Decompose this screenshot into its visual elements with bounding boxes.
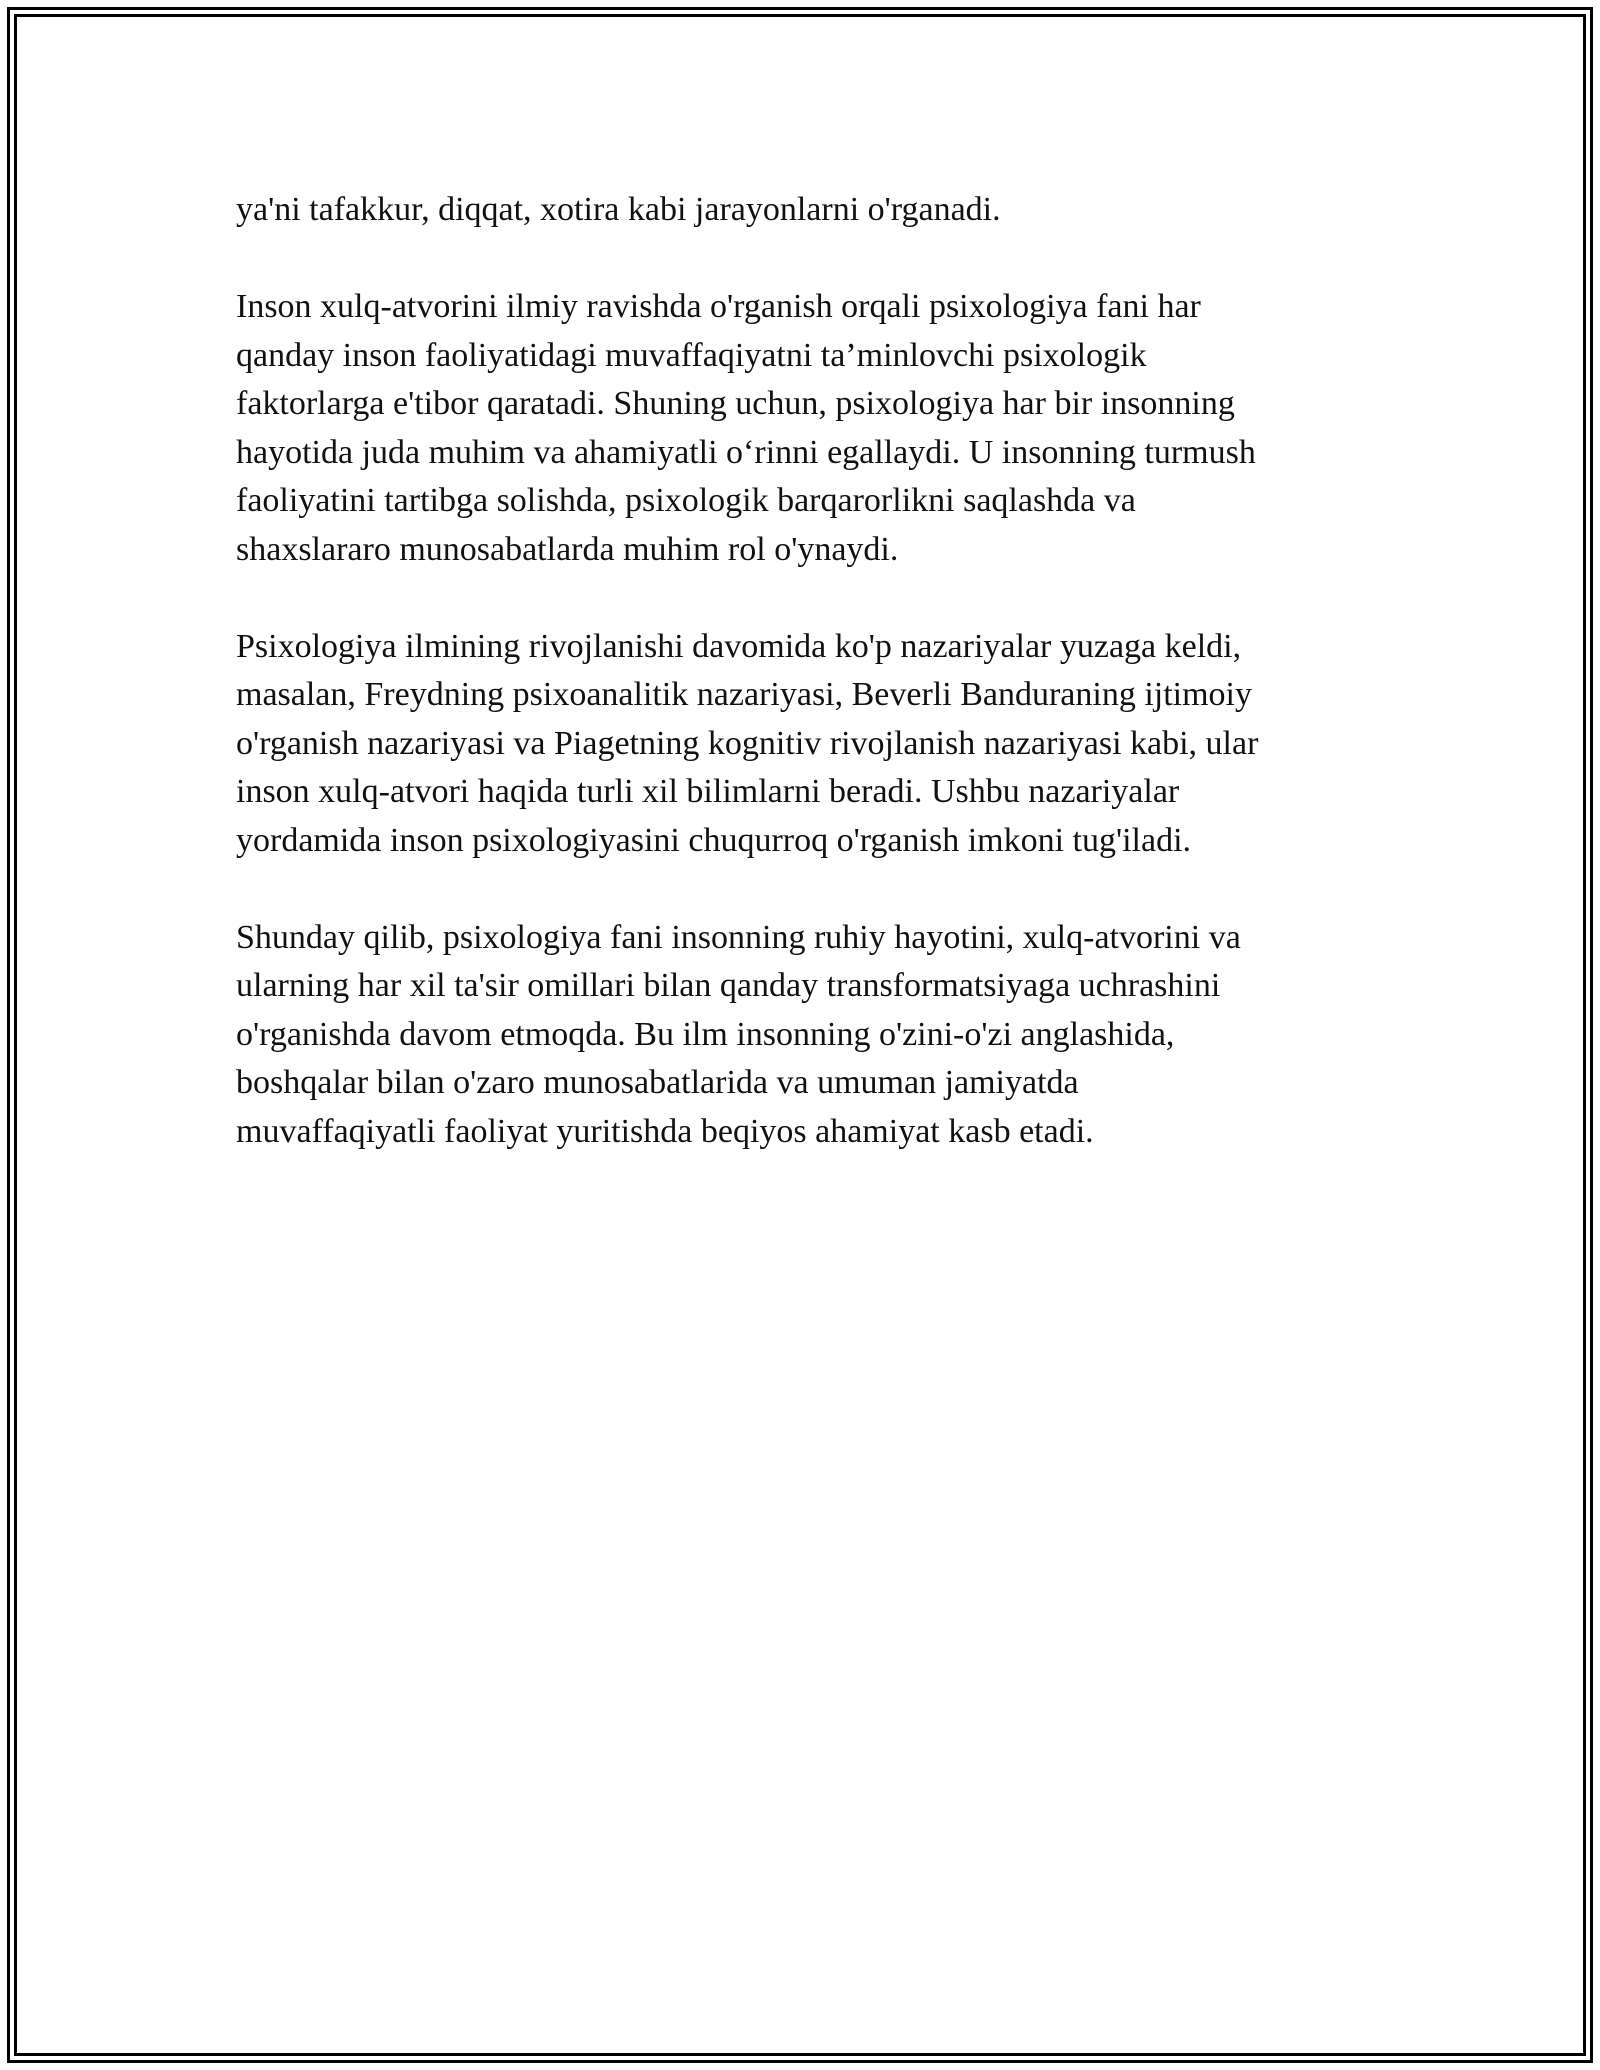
text-line: yordamida inson psixologiyasini chuqurroq o'rganish imkoni tug'iladi. [236, 821, 1192, 859]
text-line: Inson xulq-atvorini ilmiy ravishda o'rganish orqali psixologiya fani har [236, 288, 1201, 325]
text-line: o'rganishda davom etmoqda. Bu ilm insonning o'zini-o'zi anglashida, [236, 1015, 1175, 1053]
text-line: muvaffaqiyatli faoliyat yuritishda beqiyos ahamiyat kasb etadi. [236, 1112, 1094, 1150]
text-line: o'rganish nazariyasi va Piagetning kognitiv rivojlanish nazariyasi kabi, ular [236, 724, 1259, 762]
text-line: faktorlarga e'tibor qaratadi. Shuning uchun, psixologiya har bir insonning [236, 385, 1235, 422]
text-line: Psixologiya ilmining rivojlanishi davomida ko'p nazariyalar yuzaga keldi, [236, 627, 1242, 665]
text-line: hayotida juda muhim va ahamiyatli o‘rinni egallaydi. U insonning turmush [236, 433, 1256, 471]
paragraph-4 [236, 914, 1366, 1157]
text-line: faoliyatini tartibga solishda, psixologik barqarorlikni saqlashda va [236, 482, 1136, 519]
text-line: boshqalar bilan o'zaro munosabatlarida va umuman jamiyatda [236, 1064, 1079, 1101]
text-line: qanday inson faoliyatidagi muvaffaqiyatni ta’minlovchi psixologik [236, 336, 1147, 374]
text-line: ularning har xil ta'sir omillari bilan qanday transformatsiyaga uchrashini [236, 967, 1221, 1004]
paragraph-1 [236, 186, 1366, 235]
text-line: Shunday qilib, psixologiya fani insonning ruhiy hayotini, xulq-atvorini va [236, 918, 1241, 956]
text-line: ya'ni tafakkur, diqqat, xotira kabi jarayonlarni o'rganadi. [236, 191, 1001, 228]
paragraph-3 [236, 623, 1366, 866]
text-line: masalan, Freydning psixoanalitik nazariyasi, Beverli Banduraning ijtimoiy [236, 676, 1252, 713]
document-body [236, 186, 1366, 1205]
text-line: inson xulq-atvori haqida turli xil bilimlarni beradi. Ushbu nazariyalar [236, 773, 1180, 810]
paragraph-2 [236, 283, 1366, 574]
text-line: shaxslararo munosabatlarda muhim rol o'ynaydi. [236, 530, 899, 568]
